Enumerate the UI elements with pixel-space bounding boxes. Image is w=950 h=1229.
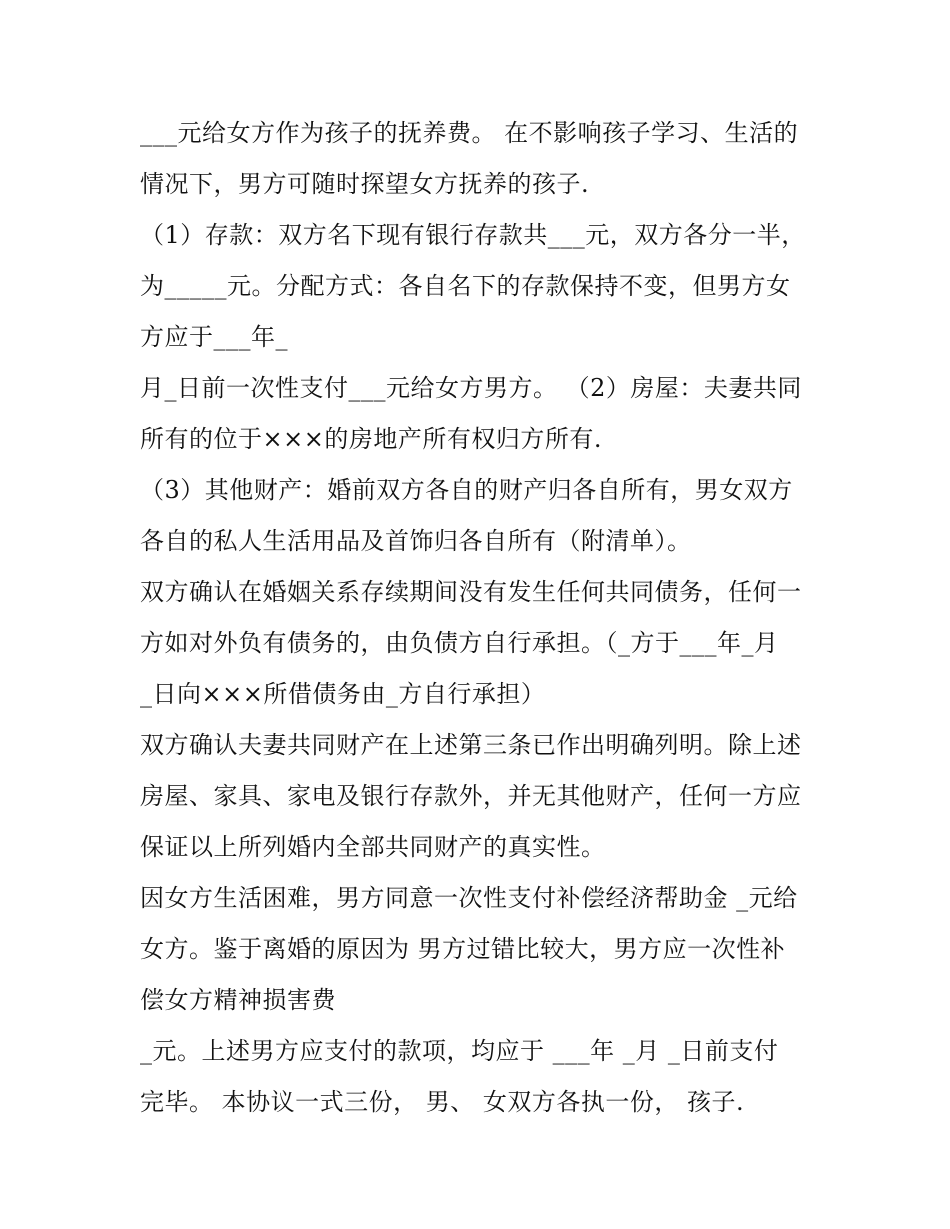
text-line: 所有的位于×××的房地产所有权归方所有. xyxy=(140,425,602,453)
text-line: 双方确认夫妻共同财产在上述第三条已作出明确列明。除上述 xyxy=(140,731,802,759)
text-line: 因女方生活困难，男方同意一次性支付补偿经济帮助金 _元给 xyxy=(140,884,798,912)
text-line: 各自的私人生活用品及首饰归各自所有（附清单）。 xyxy=(140,527,692,555)
text-line: 女方。鉴于离婚的原因为 男方过错比较大，男方应一次性补 xyxy=(140,935,786,963)
text-line: 双方确认在婚姻关系存续期间没有发生任何共同债务，任何一 xyxy=(140,578,802,606)
text-line: 房屋、家具、家电及银行存款外，并无其他财产，任何一方应 xyxy=(140,782,802,810)
text-line: _元。上述男方应支付的款项，均应于 ___年 _月 _日前支付 xyxy=(140,1037,779,1065)
text-line: 方如对外负有债务的，由负债方自行承担。（_方于___年_月 xyxy=(140,629,779,657)
text-line: _日向×××所借债务由_方自行承担） xyxy=(140,680,546,708)
text-line: 完毕。 本协议一式三份， 男、 女双方各执一份， 孩子. xyxy=(140,1088,745,1116)
text-line: （3）其他财产：婚前双方各自的财产归各自所有，男女双方 xyxy=(140,476,793,504)
text-line: 月_日前一次性支付___元给女方男方。 （2）房屋：夫妻共同 xyxy=(140,374,802,402)
text-line: 保证以上所列婚内全部共同财产的真实性。 xyxy=(140,833,606,861)
text-line: 偿女方精神损害费 xyxy=(140,986,336,1014)
text-line: 方应于___年_ xyxy=(140,323,288,351)
text-line: 情况下，男方可随时探望女方抚养的孩子. xyxy=(140,170,590,198)
text-line: （1）存款：双方名下现有银行存款共___元，双方各分一半， xyxy=(140,221,806,249)
text-line: 为_____元。分配方式：各自名下的存款保持不变，但男方女 xyxy=(140,272,791,300)
document-body xyxy=(140,108,830,1128)
text-line: ___元给女方作为孩子的抚养费。 在不影响孩子学习、生活的 xyxy=(140,119,799,147)
